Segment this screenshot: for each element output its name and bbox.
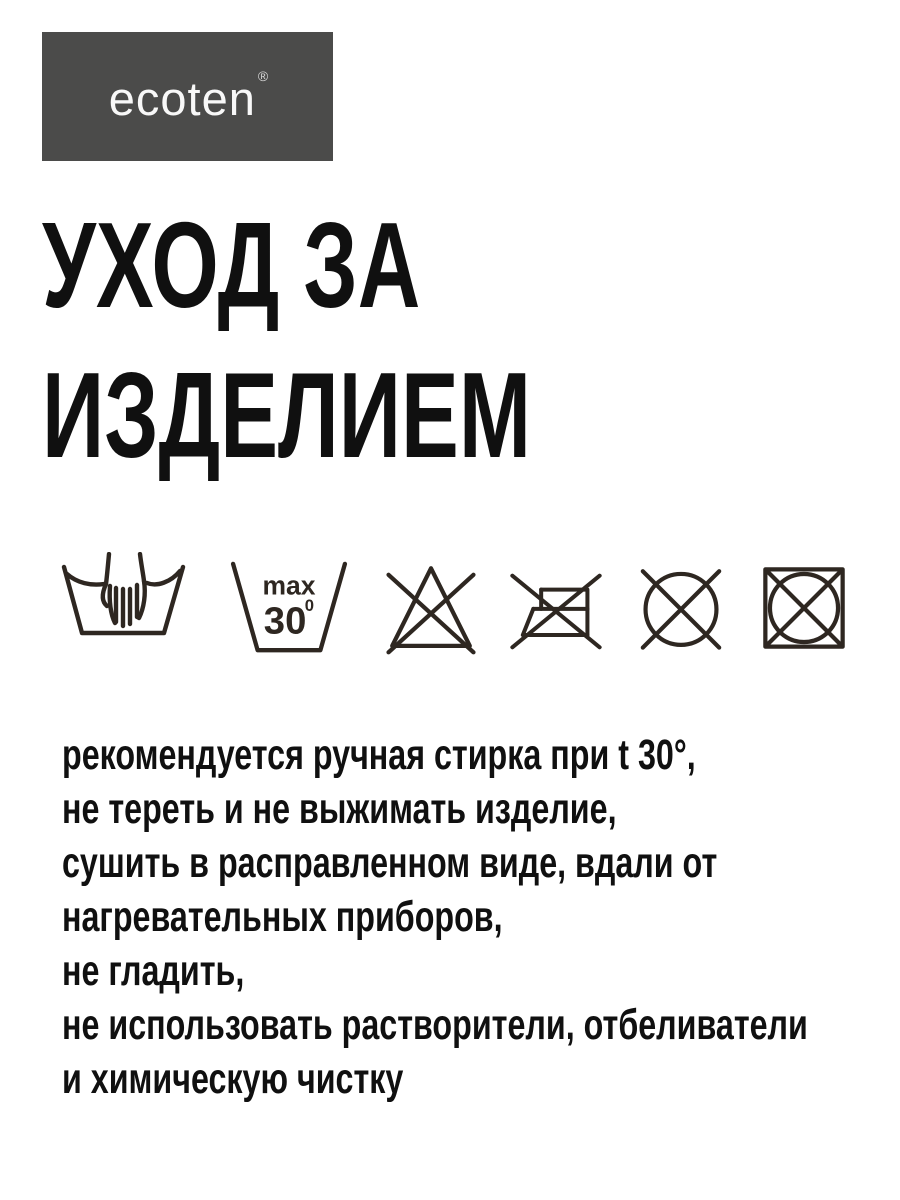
svg-text:0: 0 <box>304 595 314 615</box>
care-instruction-line: сушить в расправленном виде, вдали от <box>62 839 718 887</box>
brand-logo <box>42 32 333 161</box>
care-instruction-line: и химическую чистку <box>62 1055 404 1103</box>
care-instruction-line: нагревательных приборов, <box>62 893 503 941</box>
do-not-iron-icon <box>508 564 604 652</box>
care-instruction-line: не тереть и не выжимать изделие, <box>62 785 617 833</box>
page-title <box>42 190 531 490</box>
do-not-tumble-dry-icon <box>758 562 850 654</box>
registered-trademark-icon: ® <box>257 68 269 84</box>
page-title-line-2: ИЗДЕЛИЕМ <box>42 347 531 483</box>
brand-logo-text: ecoten ® <box>108 68 269 125</box>
care-instruction-line: не гладить, <box>62 947 245 995</box>
care-instruction-line: рекомендуется ручная стирка при t 30°, <box>62 731 696 779</box>
do-not-bleach-icon <box>380 560 482 656</box>
care-instruction-line: не использовать растворители, отбеливатели <box>62 1001 808 1049</box>
hand-wash-icon <box>58 552 198 664</box>
svg-text:30: 30 <box>263 599 307 643</box>
do-not-dry-clean-icon <box>631 561 731 656</box>
page-title-line-1: УХОД ЗА <box>42 197 421 333</box>
wash-max-30-icon <box>225 557 353 660</box>
svg-text:max: max <box>262 569 316 600</box>
care-instructions <box>62 728 808 1106</box>
care-symbols-row <box>58 552 850 664</box>
